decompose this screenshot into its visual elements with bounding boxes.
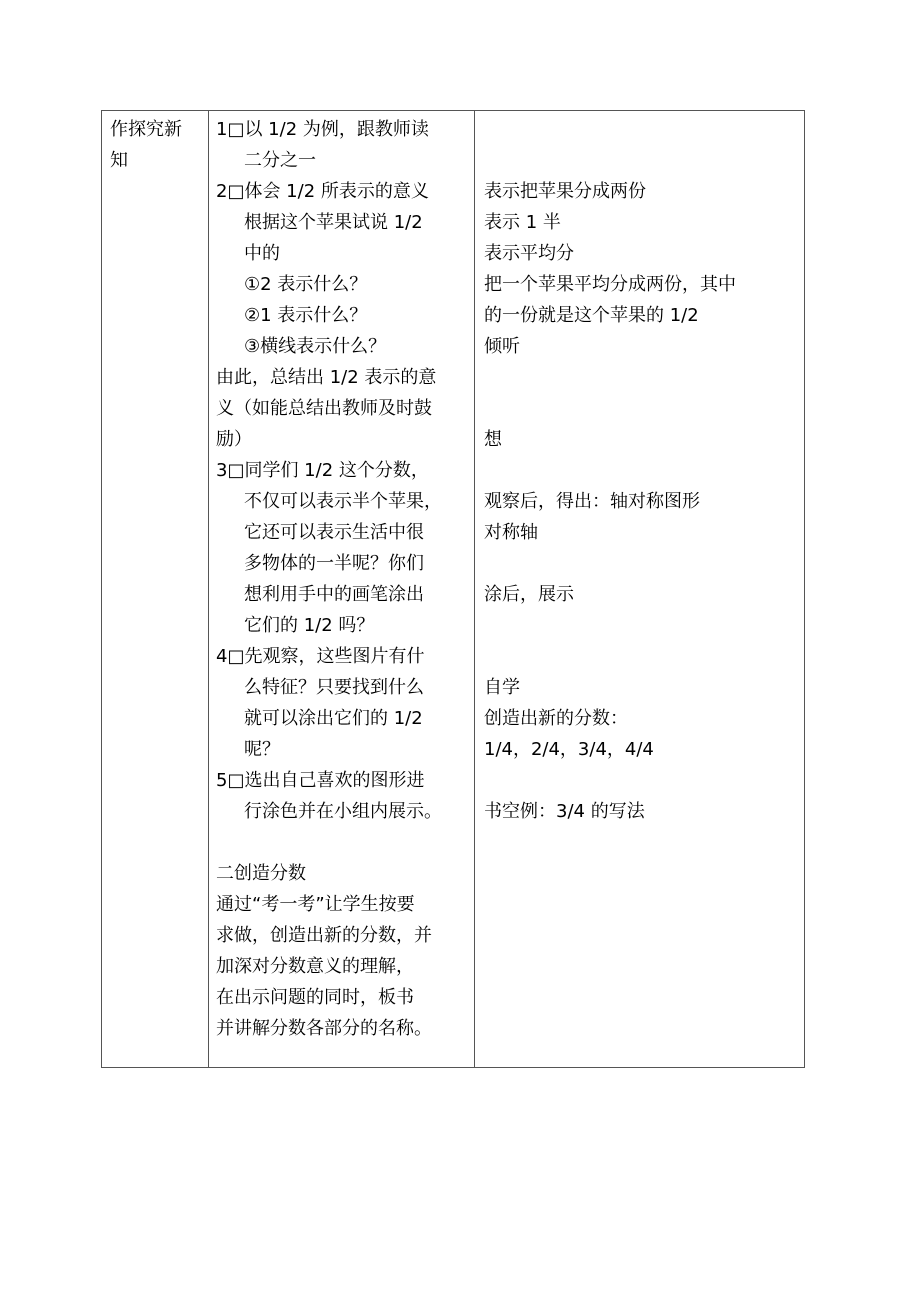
teacher-line: 行涂色并在小组内展示。 (244, 801, 442, 822)
teacher-line: 想利用手中的画笔涂出 (244, 584, 424, 605)
teacher-line: 它们的 1/2 吗？ (244, 615, 375, 636)
lesson-table (101, 110, 805, 1068)
stage-label-line: 作探究新 (110, 119, 182, 140)
teacher-line: ②1 表示什么？ (244, 305, 368, 326)
teacher-line: 求做，创造出新的分数，并 (216, 925, 432, 946)
student-line: 创造出新的分数： (484, 708, 628, 729)
teacher-line: 呢？ (244, 739, 280, 760)
student-line: 表示平均分 (484, 243, 574, 264)
teacher-line: 它还可以表示生活中很 (244, 522, 424, 543)
student-line: 对称轴 (484, 522, 538, 543)
teacher-line: 由此，总结出 1/2 表示的意 (216, 367, 437, 388)
teacher-line: 么特征？只要找到什么 (244, 677, 424, 698)
teacher-line: 4□先观察，这些图片有什 (216, 646, 425, 667)
teacher-line: ①2 表示什么？ (244, 274, 368, 295)
student-line: 的一份就是这个苹果的 1/2 (484, 305, 699, 326)
teacher-line: 励） (216, 429, 252, 450)
teacher-line: 在出示问题的同时，板书 (216, 987, 414, 1008)
teacher-line: 加深对分数意义的理解， (216, 956, 414, 977)
teacher-line: 二分之一 (244, 150, 316, 171)
student-line: 把一个苹果平均分成两份，其中 (484, 274, 736, 295)
teacher-line: 5□选出自己喜欢的图形进 (216, 770, 425, 791)
student-line: 1/4，2/4，3/4，4/4 (484, 739, 654, 760)
teacher-line: 2□体会 1/2 所表示的意义 (216, 181, 429, 202)
student-line: 涂后，展示 (484, 584, 574, 605)
teacher-line: 不仅可以表示半个苹果， (244, 491, 442, 512)
teacher-line: 3□同学们 1/2 这个分数， (216, 460, 429, 481)
column-divider-1 (208, 111, 209, 1067)
student-line: 想 (484, 429, 502, 450)
teacher-line: 根据这个苹果试说 1/2 (244, 212, 423, 233)
teacher-line: 就可以涂出它们的 1/2 (244, 708, 423, 729)
student-line: 倾听 (484, 336, 520, 357)
teacher-line: 义（如能总结出教师及时鼓 (216, 398, 432, 419)
student-line: 表示 1 半 (484, 212, 561, 233)
student-line: 观察后，得出：轴对称图形 (484, 491, 700, 512)
teacher-line: 中的 (244, 243, 280, 264)
teacher-line: 1□以 1/2 为例，跟教师读 (216, 119, 429, 140)
teacher-line: 多物体的一半呢？你们 (244, 553, 424, 574)
student-line: 表示把苹果分成两份 (484, 181, 646, 202)
stage-label-line: 知 (110, 150, 128, 171)
student-line: 书空例：3/4 的写法 (484, 801, 645, 822)
teacher-line: 并讲解分数各部分的名称。 (216, 1018, 432, 1039)
column-divider-2 (474, 111, 475, 1067)
teacher-line: 二创造分数 (216, 863, 306, 884)
student-line: 自学 (484, 677, 520, 698)
teacher-line: ③横线表示什么？ (244, 336, 387, 357)
teacher-line: 通过“考一考”让学生按要 (216, 894, 415, 915)
